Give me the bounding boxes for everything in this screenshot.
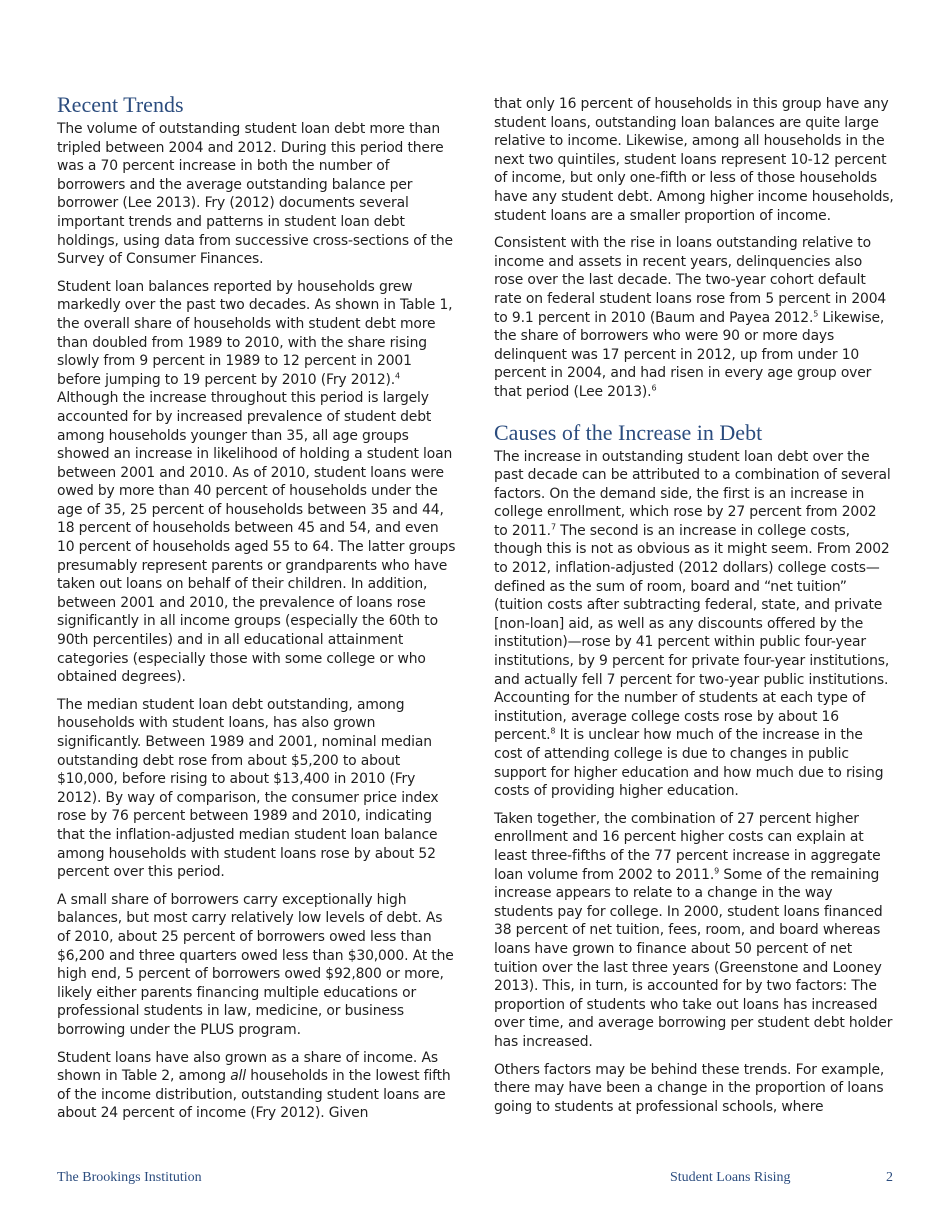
footnote-ref: 4 [395, 371, 400, 381]
footnote-ref: 6 [651, 383, 657, 393]
footnote-ref: 7 [550, 522, 556, 532]
paragraph: Consistent with the rise in loans outstanding relative to income and assets in recent years, delinquencies also rose over the last decade. The two-year cohort default rate on federal student loans rose from 5 percent in 2004 to 9.1 percent in 2010 (Baum and Payea 2012.$^5$ Likewise, the share of borrowers who were 90 or more days delinquent was 17 percent in 2012, up from under 10 percent in 2004, and had risen in every age group over that period (Lee 2013).$^6$ [494, 235, 887, 400]
section-heading-recent-trends: Recent Trends [57, 92, 184, 117]
paragraph: Student loans have also grown as a share of income. As shown in Table 2, among all households in the lowest fifth of the income distribution, outstanding student loans are about 24 percent of income (Fry 2012). Given [57, 1049, 451, 1122]
right-column [494, 95, 894, 1125]
footer-document-title: Student Loans Rising [670, 1170, 791, 1185]
footnote-ref: 5 [813, 308, 819, 318]
page-number: 2 [886, 1170, 893, 1185]
footnote-ref: 8 [550, 726, 556, 736]
paragraph: A small share of borrowers carry exceptionally high balances, but most carry relatively low levels of debt. As of 2010, about 25 percent of borrowers owed less than $6,200 and three quarters owed less than $30,000. At the high end, 5 percent of borrowers owed $92,800 or more, likely either parents financing multiple educations or professional students in law, medicine, or business borrowing under the PLUS program. [57, 891, 454, 1038]
paragraph: Taken together, the combination of 27 percent higher enrollment and 16 percent higher costs can explain at least three-fifths of the 77 percent increase in aggregate loan volume from 2002 to 2011.$^9$ Some of the remaining increase appears to relate to a change in the way students pay for college. In 2000, student loans financed 38 percent of net tuition, fees, room, and board whereas loans have grown to finance about 50 percent of net tuition over the last three years (Greenstone and Looney 2013). This, in turn, is accounted for by two factors: The proportion of students who take out loans has increased over time, and average borrowing per student debt holder has increased. [494, 810, 893, 1050]
paragraph: The volume of outstanding student loan debt more than tripled between 2004 and 2012. During this period there was a 70 percent increase in both the number of borrowers and the average outstanding balance per borrower (Lee 2013). Fry (2012) documents several important trends and patterns in student loan debt holdings, using data from successive cross-sections of the Survey of Consumer Finances. [57, 121, 453, 268]
section-heading-causes: Causes of the Increase in Debt [494, 419, 763, 445]
footnote-ref: 9 [714, 865, 720, 875]
paragraph: Others factors may be behind these trends. For example, there may have been a change in the proportion of loans going to students at professional schools, where [494, 1061, 885, 1115]
paragraph: Student loan balances reported by households grew markedly over the past two decades. As shown in Table 1, the overall share of households with student debt more than doubled from 1989 to 2010, with the share rising slowly from 9 percent in 1989 to 12 percent in 2001 before jumping to 19 percent by 2010 (Fry 2012).$^4$ Although the increase throughout this period is largely accounted for by increased prevalence of student debt among households younger than 35, all age groups showed an increase in likelihood of holding a student loan between 2001 and 2010. As of 2010, student loans were owed by more than 40 percent of households under the age of 35, 25 percent of households between 35 and 44, 18 percent of households between 45 and 54, and even 10 percent of households aged 55 to 64. The latter groups presumably represent parents or grandparents who have taken out loans on behalf of their children. In addition, between 2001 and 2010, the prevalence of loans rose significantly in all income groups (especially the 60th to 90th percentiles) and in all educational attainment categories (especially those with some college or who obtained degrees). [57, 278, 456, 686]
footer-publisher: The Brookings Institution [57, 1170, 202, 1185]
left-column [57, 92, 457, 1132]
paragraph: The increase in outstanding student loan debt over the past decade can be attributed to a combination of several factors. On the demand side, the first is an increase in college enrollment, which rose by 27 percent from 2002 to 2011.$^7$ The second is an increase in college costs, though this is not as obvious as it might seem. From 2002 to 2012, inflation-adjusted (2012 dollars) college costs—defined as the sum of room, board and “net tuition” (tuition costs after subtracting federal, state, and private [non-loan] aid, as well as any discounts offered by the institution)—rose by 41 percent within public four-year institutions, by 9 percent for private four-year institutions, and actually fell 7 percent for two-year public institutions. Accounting for the number of students at each type of institution, average college costs rose by about 16 percent.$^8$ It is unclear how much of the increase in the cost of attending college is due to changes in public support for higher education and how much due to rising costs of providing higher education. [494, 448, 891, 800]
paragraph: that only 16 percent of households in this group have any student loans, outstanding loan balances are quite large relative to income. Likewise, among all households in the next two quintiles, student loans represent 10-12 percent of income, but only one-fifth or less of those households have any student debt. Among higher income households, student loans are a smaller proportion of income. [494, 96, 894, 224]
paragraph: The median student loan debt outstanding, among households with student loans, has also grown significantly. Between 1989 and 2001, nominal median outstanding debt rose from about $5,200 to about $10,000, before rising to about $13,400 in 2010 (Fry 2012). By way of comparison, the consumer price index rose by 76 percent between 1989 and 2010, indicating that the inflation-adjusted median student loan balance among households with student loans rose by about 52 percent over this period. [57, 696, 439, 881]
